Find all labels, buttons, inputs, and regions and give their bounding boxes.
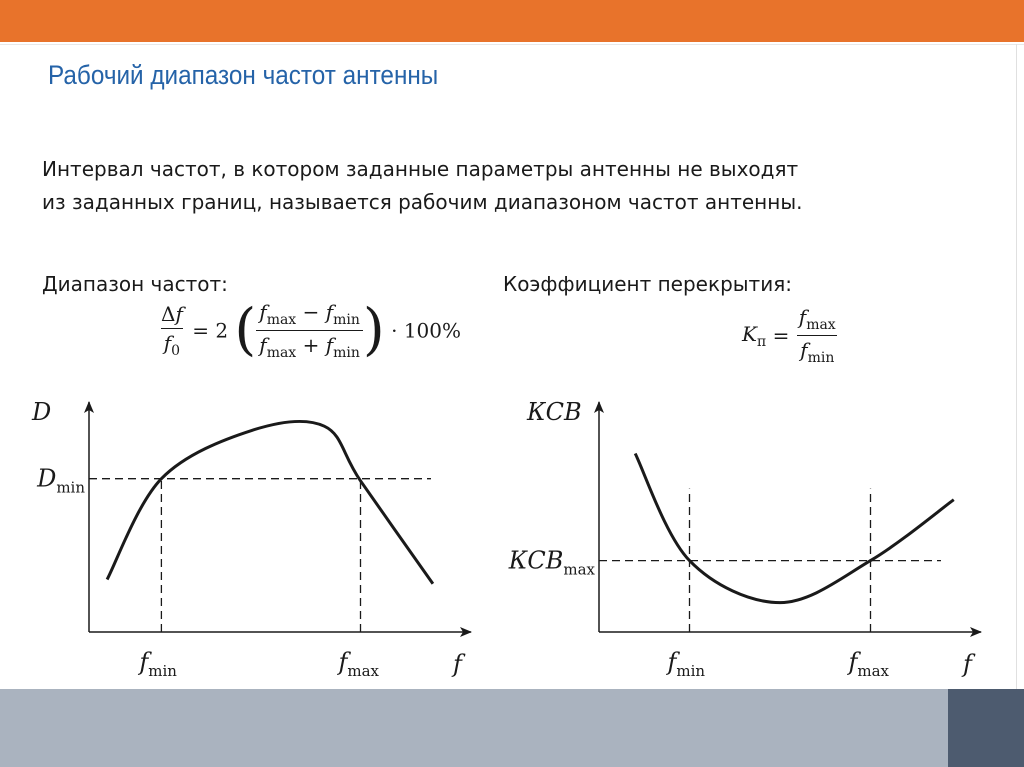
definition-line-1: Интервал частот, в котором заданные параметры антенны не выходят [42,157,799,181]
subscript-zero: 0 [171,343,181,359]
f-symbol: f [325,333,334,357]
k-symbol: K [742,321,757,346]
f-symbol: f [259,333,267,357]
series-curve [635,454,954,603]
minus-sign: − [302,300,320,324]
delta-symbol: Δ [161,302,176,326]
f-symbol: f [175,302,183,326]
equals-sign: = [772,323,790,348]
equals-two: = 2 [192,318,229,343]
times-percent: · 100% [391,318,462,343]
left-paren: ( [234,297,257,363]
marker-label-fmin: $f_{min}$ [667,648,706,680]
subscript-max: max [266,345,297,361]
subscript-min: min [807,350,835,366]
marker-label-fmax: $f_{max}$ [848,648,890,680]
subscript-max: max [806,317,836,333]
range-label: Диапазон частот: [42,272,228,296]
subscript-p: п [756,333,767,350]
x-axis-label: f [453,650,462,678]
marker-label-fmax: $f_{max}$ [338,648,380,680]
footer-block [948,689,1024,767]
f-symbol: f [163,331,172,355]
vswr-chart [508,398,981,680]
f-symbol: f [798,305,807,329]
slide-title: Рабочий диапазон частот антенны [48,60,439,90]
overlap-label: Коэффициент перекрытия: [503,272,792,296]
subscript-max: max [266,312,297,328]
threshold-label: $D_{min}$ [37,464,85,497]
x-axis-label: f [963,650,972,678]
f-symbol: f [800,338,808,362]
subscript-min: min [333,345,360,361]
definition-line-2: из заданных границ, называется рабочим диапазоном частот антенны. [42,190,803,214]
y-axis-label: D [32,398,52,426]
right-paren: ) [362,297,385,363]
plus-sign: + [302,333,320,357]
footer-bar [0,689,948,767]
marker-label-fmin: $f_{min}$ [139,648,177,680]
series-curve [107,422,433,584]
directivity-chart [31,398,471,680]
threshold-label: $КСВ_{max}$ [508,546,595,579]
f-symbol: f [325,300,334,324]
y-axis-label: КСВ [527,398,582,426]
f-symbol: f [259,300,267,324]
subscript-min: min [333,312,360,328]
